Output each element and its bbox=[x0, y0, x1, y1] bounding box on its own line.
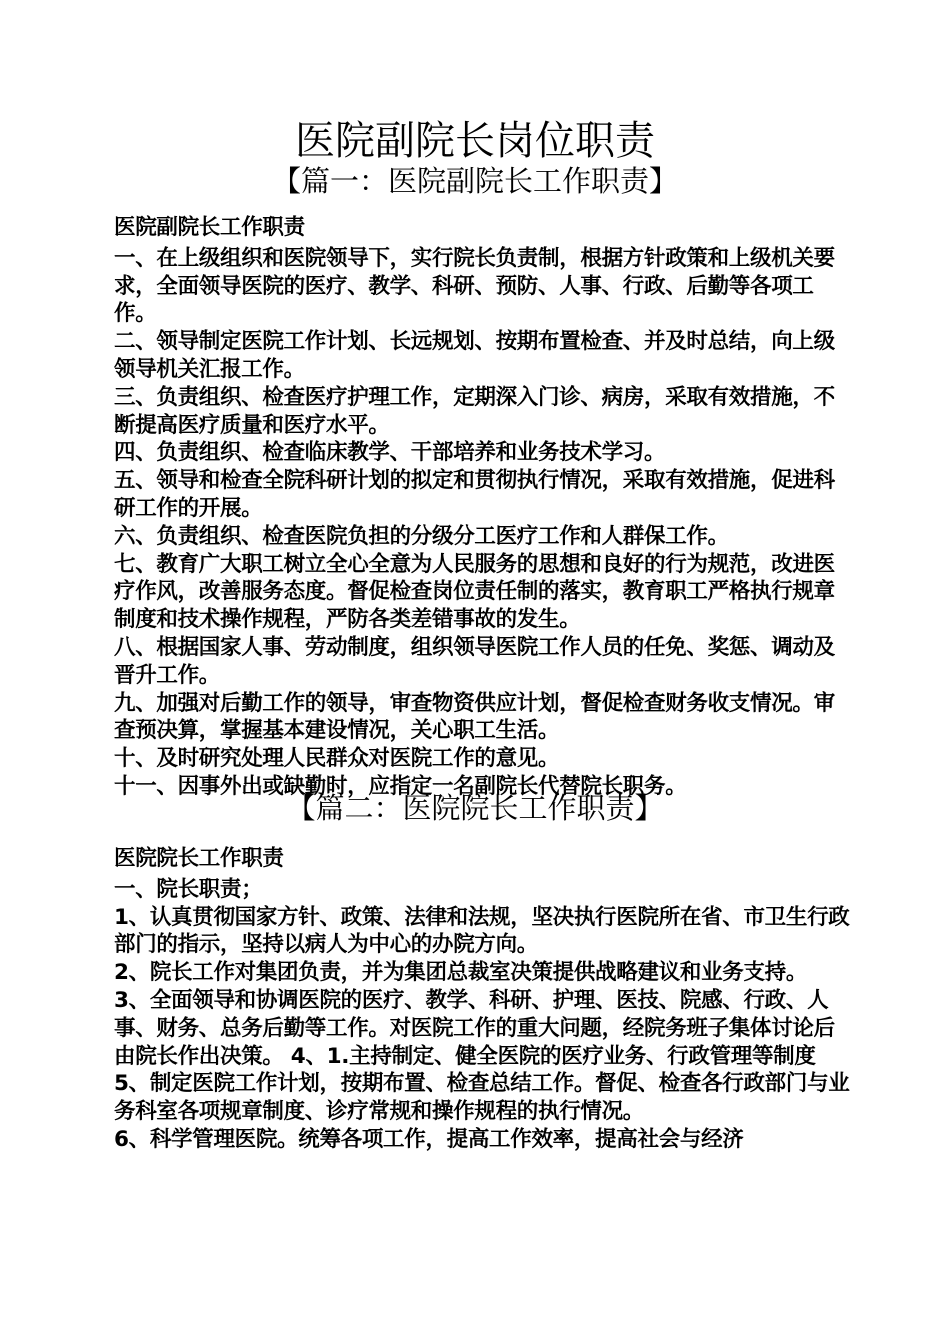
paragraph: 2、院长工作对集团负责，并为集团总裁室决策提供战略建议和业务支持。 bbox=[114, 960, 808, 986]
paragraph: 六、负责组织、检查医院负担的分级分工医疗工作和人群保工作。 bbox=[114, 523, 729, 549]
paragraph: 七、教育广大职工树立全心全意为人民服务的思想和良好的行为规范，改进医疗作风，改善服务态度。督促检查岗位责任制的落实，教育职工严格执行规章制度和技术操作规程，严防各类差错事故的发生。 bbox=[114, 551, 835, 633]
paragraph: 十、及时研究处理人民群众对医院工作的意见。 bbox=[114, 746, 560, 772]
paragraph: 5、制定医院工作计划，按期布置、检查总结工作。督促、检查各行政部门与业务科室各项规章制度、诊疗常规和操作规程的执行情况。 bbox=[114, 1071, 850, 1125]
page-title: 医院副院长岗位职责 bbox=[295, 118, 655, 164]
section-title-1: 【篇一：医院副院长工作职责】 bbox=[271, 164, 678, 198]
section-heading-2: 医院院长工作职责 bbox=[114, 846, 284, 871]
paragraph: 一、院长职责； bbox=[114, 876, 263, 902]
paragraph: 6、科学管理医院。统筹各项工作，提高工作效率，提高社会与经济 bbox=[114, 1126, 744, 1152]
paragraph: 八、根据国家人事、劳动制度，组织领导医院工作人员的任免、奖惩、调动及晋升工作。 bbox=[114, 634, 835, 688]
paragraph: 十一、因事外出或缺勤时，应指定一名副院长代替院长职务。 bbox=[114, 773, 687, 799]
paragraph: 1、认真贯彻国家方针、政策、法律和法规，坚决执行医院所在省、市卫生行政部门的指示，坚持以病人为中心的办院方向。 bbox=[114, 904, 850, 958]
section-body-2 bbox=[114, 845, 854, 1154]
paragraph: 三、负责组织、检查医疗护理工作，定期深入门诊、病房，采取有效措施，不断提高医疗质量和医疗水平。 bbox=[114, 384, 835, 438]
section-heading-1: 医院副院长工作职责 bbox=[114, 215, 305, 240]
paragraph: 3、全面领导和协调医院的医疗、教学、科研、护理、医技、院感、行政、人事、财务、总务后勤等工作。对医院工作的重大问题，经院务班子集体讨论后由院长作出决策。 4、1.主持制定、健全医院的医疗业务、行政管理等制度 bbox=[114, 987, 835, 1069]
paragraph: 五、领导和检查全院科研计划的拟定和贯彻执行情况，采取有效措施，促进科研工作的开展。 bbox=[114, 468, 835, 521]
section-title-2: 【篇二：医院院长工作职责】 bbox=[286, 791, 664, 825]
section-body-1 bbox=[114, 214, 854, 801]
paragraph: 一、在上级组织和医院领导下，实行院长负责制，根据方针政策和上级机关要求，全面领导医院的医疗、教学、科研、预防、人事、行政、后勤等各项工作。 bbox=[114, 245, 835, 327]
paragraph: 四、负责组织、检查临床教学、干部培养和业务技术学习。 bbox=[114, 440, 666, 466]
paragraph: 二、领导制定医院工作计划、长远规划、按期布置检查、并及时总结，向上级领导机关汇报工作。 bbox=[114, 329, 835, 382]
paragraph: 九、加强对后勤工作的领导，审查物资供应计划，督促检查财务收支情况。审查预决算，掌握基本建设情况，关心职工生活。 bbox=[114, 690, 835, 744]
